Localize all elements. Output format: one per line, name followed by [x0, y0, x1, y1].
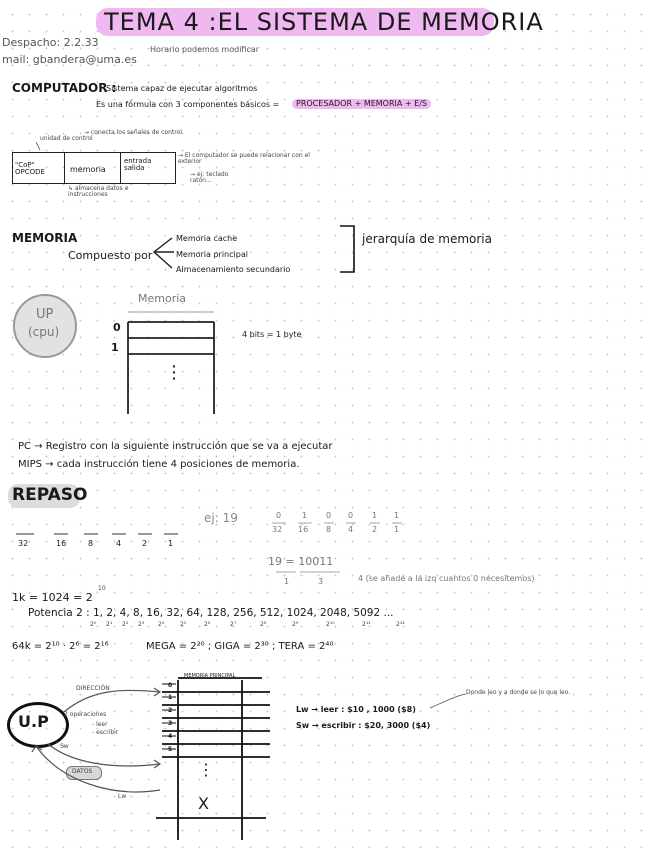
ej-weight-2: 2	[372, 525, 378, 534]
eq-sub-1: 1	[284, 577, 290, 586]
almacena-note: ↳ almacena datos e instrucciones	[68, 185, 129, 198]
note-pointer	[430, 694, 466, 708]
pot-exp-10: 2¹⁰	[326, 621, 335, 628]
ej-bit-2: 0	[326, 511, 332, 520]
mem-principal-title: MEMORIA PRINCIPAL	[184, 673, 236, 679]
bottom-addr-5: 5	[168, 746, 173, 753]
lw-arrow	[36, 743, 160, 792]
pot-exp-5: 2⁵	[180, 621, 187, 628]
memoria-item-secundario: Almacenamiento secundario	[176, 265, 291, 274]
weight-1: 1	[168, 539, 174, 548]
lw-instruction: Lw → leer : $10 , 1000 ($8)	[296, 705, 416, 714]
senales-control-note: → conecta los señales de control	[84, 129, 182, 136]
bottom-mem-x: X	[198, 794, 209, 813]
pot-exp-11: 2¹¹	[362, 621, 371, 628]
exterior-note: → El computador se puede relacionar con el exterior	[178, 152, 310, 165]
weight-4: 4	[116, 539, 122, 548]
weight-2: 2	[142, 539, 148, 548]
weight-8: 8	[88, 539, 94, 548]
jerarquia-label: jerarquía de memoria	[362, 232, 492, 246]
bottom-addr-0: 0	[168, 682, 173, 689]
k-exponent: 10	[98, 585, 106, 592]
sw-arrow	[48, 744, 160, 766]
memory-cells	[128, 322, 214, 414]
up-label: UP	[36, 307, 54, 322]
mega-giga-tera: MEGA = 2²⁰ ; GIGA = 2³⁰ ; TERA = 2⁴⁰	[146, 641, 334, 652]
direccion-label: DIRECCIÓN	[76, 685, 110, 692]
unidad-pointer	[36, 142, 40, 150]
ej-weight-8: 8	[326, 525, 332, 534]
cell-entrada-salida: entrada salida	[124, 157, 152, 172]
unidad-control-note: unidad de control	[40, 135, 93, 142]
eq-note: 4 (se añade a la izq cuantos 0 necesitemos)	[358, 574, 535, 583]
lw-label: Lw	[118, 793, 127, 800]
compuesto-brace	[154, 238, 172, 268]
binary-equation: 19 = 10011	[268, 555, 334, 568]
bottom-addr-1: 1	[168, 694, 173, 701]
mips-definition: MIPS → cada instrucción tiene 4 posiciones de memoria.	[18, 459, 300, 470]
pot-exp-1: 2¹	[106, 621, 113, 628]
mail-text: mail: gbandera@uma.es	[2, 53, 137, 66]
pot-exp-0: 2⁰	[90, 621, 97, 628]
memoria-item-principal: Memoria principal	[176, 250, 248, 259]
donde-note: Donde leo y a donde se lo que leo.	[466, 689, 571, 696]
compuesto-label: Compuesto por	[68, 249, 153, 262]
pot-exp-2: 2²	[122, 621, 129, 628]
cell-memoria: memoria	[70, 165, 106, 174]
ej-weight-4: 4	[348, 525, 354, 534]
sw-instruction: Sw → escribir : $20, 3000 ($4)	[296, 721, 431, 730]
direccion-arrow	[64, 690, 160, 712]
weight-16: 16	[56, 539, 67, 548]
addr-1: 1	[111, 341, 119, 354]
datos-label: DATOS	[72, 768, 93, 775]
computador-def-line1: Sistema capaz de ejecutar algoritmos	[106, 84, 258, 93]
ej-bit-3: 0	[348, 511, 354, 520]
computador-label: COMPUTADOR :	[12, 81, 117, 95]
ej-weight-1: 1	[394, 525, 400, 534]
ej-bit-1: 1	[302, 511, 308, 520]
pot-exp-6: 2⁶	[204, 621, 211, 628]
jerarquia-bracket	[340, 226, 354, 272]
pot-exp-12: 2¹²	[396, 621, 405, 628]
computador-components-highlight: PROCESADOR + MEMORIA + E/S	[292, 99, 431, 109]
up-label-bottom: U.P	[18, 712, 49, 731]
potencia-line: Potencia 2 : 1, 2, 4, 8, 16, 32, 64, 128, 256, 512, 1024, 2048, 5092 ...	[28, 607, 394, 619]
k-equation: 1k = 1024 = 2	[12, 591, 93, 604]
mem-dots: ⋮	[165, 362, 183, 383]
pot-exp-8: 2⁸	[260, 621, 267, 628]
bottom-addr-2: 2	[168, 707, 173, 714]
computador-def-line2: Es una fórmula con 3 componentes básicos =	[96, 100, 280, 109]
bits-byte-note: 4 bits = 1 byte	[242, 330, 302, 339]
pot-exp-4: 2⁴	[158, 621, 165, 628]
weight-32: 32	[18, 539, 29, 548]
cell-opcode: "CoP" OPCODE	[15, 161, 45, 176]
bottom-addr-ticks	[162, 684, 176, 749]
bottom-addr-4: 4	[168, 733, 173, 740]
leer-note: - leer	[92, 721, 108, 728]
ej-weight-32: 32	[272, 525, 283, 534]
teclado-note: → ej: teclado ratón...	[190, 171, 229, 184]
ej-bit-0: 0	[276, 511, 282, 520]
pot-exp-9: 2⁹	[292, 621, 299, 628]
sw-label: Sw	[60, 743, 69, 750]
addr-0: 0	[113, 321, 121, 334]
ej-weight-16: 16	[298, 525, 309, 534]
sixtyfour-k-equation: 64k = 2¹⁰ · 2⁶ = 2¹⁶	[12, 641, 109, 652]
memoria-title: Memoria	[138, 292, 187, 305]
pot-exp-3: 2³	[138, 621, 145, 628]
operaciones-note: 2 operaciones	[64, 711, 107, 718]
eq-sub-3: 3	[318, 577, 324, 586]
ej-bit-5: 1	[394, 511, 400, 520]
escribir-note: - escribir	[92, 729, 119, 736]
example-label: ej: 19	[204, 511, 238, 525]
bottom-addr-3: 3	[168, 720, 173, 727]
page-title: TEMA 4 :EL SISTEMA DE MEMORIA	[104, 8, 544, 36]
pot-exp-7: 2⁷	[230, 621, 237, 628]
bottom-mem-dots: ⋮	[198, 760, 214, 779]
despacho-text: Despacho: 2.2.33	[2, 36, 99, 49]
bottom-memory-grid	[156, 678, 270, 840]
pc-definition: PC → Registro con la siguiente instrucción que se va a ejecutar	[18, 441, 333, 452]
horario-text: Horario podemos modificar	[150, 45, 260, 54]
cpu-label: (cpu)	[28, 325, 60, 339]
memoria-label: MEMORIA	[12, 231, 78, 245]
repaso-label: REPASO	[12, 485, 88, 505]
ej-bit-4: 1	[372, 511, 378, 520]
memoria-item-cache: Memoria cache	[176, 234, 238, 243]
